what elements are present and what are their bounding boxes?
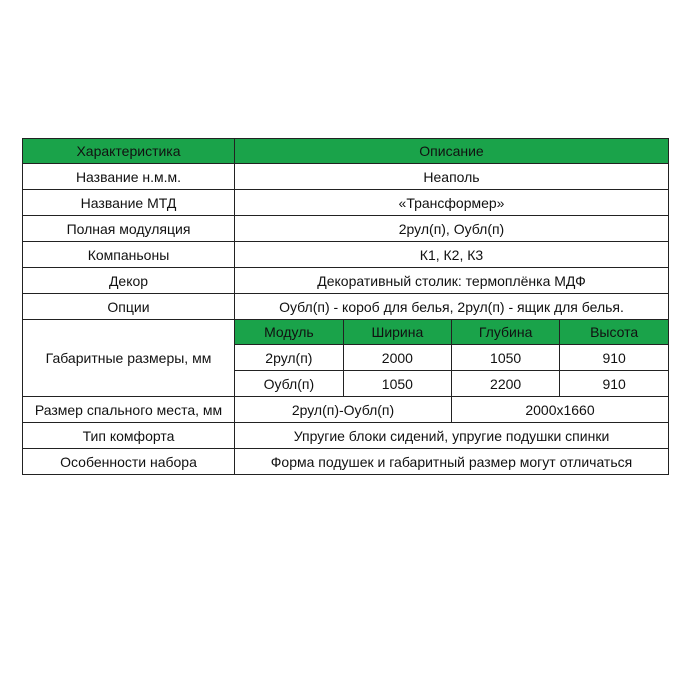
dimensions-header-row (235, 320, 668, 345)
dimensions-cell-module: 2рул(п) (235, 345, 343, 371)
row-value: «Трансформер» (235, 190, 669, 216)
features-row (23, 449, 669, 475)
table-row (23, 294, 669, 320)
sleeping-cell (235, 397, 669, 423)
spec-sheet (22, 138, 669, 475)
table-row (23, 268, 669, 294)
row-label: Декор (23, 268, 235, 294)
dimensions-row (23, 320, 669, 397)
sleeping-size: 2000x1660 (525, 401, 595, 418)
row-label: Опции (23, 294, 235, 320)
comfort-value: Упругие блоки сидений, упругие подушки спинки (235, 423, 669, 449)
comfort-label: Тип комфорта (23, 423, 235, 449)
dimensions-cell (235, 320, 669, 397)
dimensions-data-row (235, 345, 668, 371)
dimensions-header-depth: Глубина (452, 320, 560, 345)
row-label: Полная модуляция (23, 216, 235, 242)
table-row (23, 164, 669, 190)
table-row (23, 190, 669, 216)
dimensions-table (235, 320, 668, 396)
header-row (23, 139, 669, 164)
dimensions-cell-depth: 1050 (452, 345, 560, 371)
dimensions-cell-depth: 2200 (452, 371, 560, 397)
sleeping-module: 2рул(п)-Оубл(п) (235, 397, 452, 422)
dimensions-cell-width: 1050 (343, 371, 451, 397)
features-value: Форма подушек и габаритный размер могут отличаться (235, 449, 669, 475)
dimensions-cell-module: Оубл(п) (235, 371, 343, 397)
dimensions-cell-width: 2000 (343, 345, 451, 371)
dimensions-data-row (235, 371, 668, 397)
dimensions-header-module: Модуль (235, 320, 343, 345)
row-value: 2рул(п), Оубл(п) (235, 216, 669, 242)
features-label: Особенности набора (23, 449, 235, 475)
dimensions-header-height: Высота (560, 320, 668, 345)
dimensions-cell-height: 910 (560, 345, 668, 371)
dimensions-header-width: Ширина (343, 320, 451, 345)
comfort-row (23, 423, 669, 449)
dimensions-cell-height: 910 (560, 371, 668, 397)
sleeping-label: Размер спального места, мм (23, 397, 235, 423)
row-value: Декоративный столик: термоплёнка МДФ (235, 268, 669, 294)
row-label: Название н.м.м. (23, 164, 235, 190)
row-value: Оубл(п) - короб для белья, 2рул(п) - ящик для белья. (235, 294, 669, 320)
row-value: К1, К2, К3 (235, 242, 669, 268)
sleeping-row (23, 397, 669, 423)
sleeping-split (235, 397, 668, 422)
row-value: Неаполь (235, 164, 669, 190)
table-row (23, 242, 669, 268)
row-label: Название МТД (23, 190, 235, 216)
table-row (23, 216, 669, 242)
spec-table (22, 138, 669, 475)
dimensions-label: Габаритные размеры, мм (23, 320, 235, 397)
header-description: Описание (235, 139, 669, 164)
header-characteristic: Характеристика (23, 139, 235, 164)
row-label: Компаньоны (23, 242, 235, 268)
